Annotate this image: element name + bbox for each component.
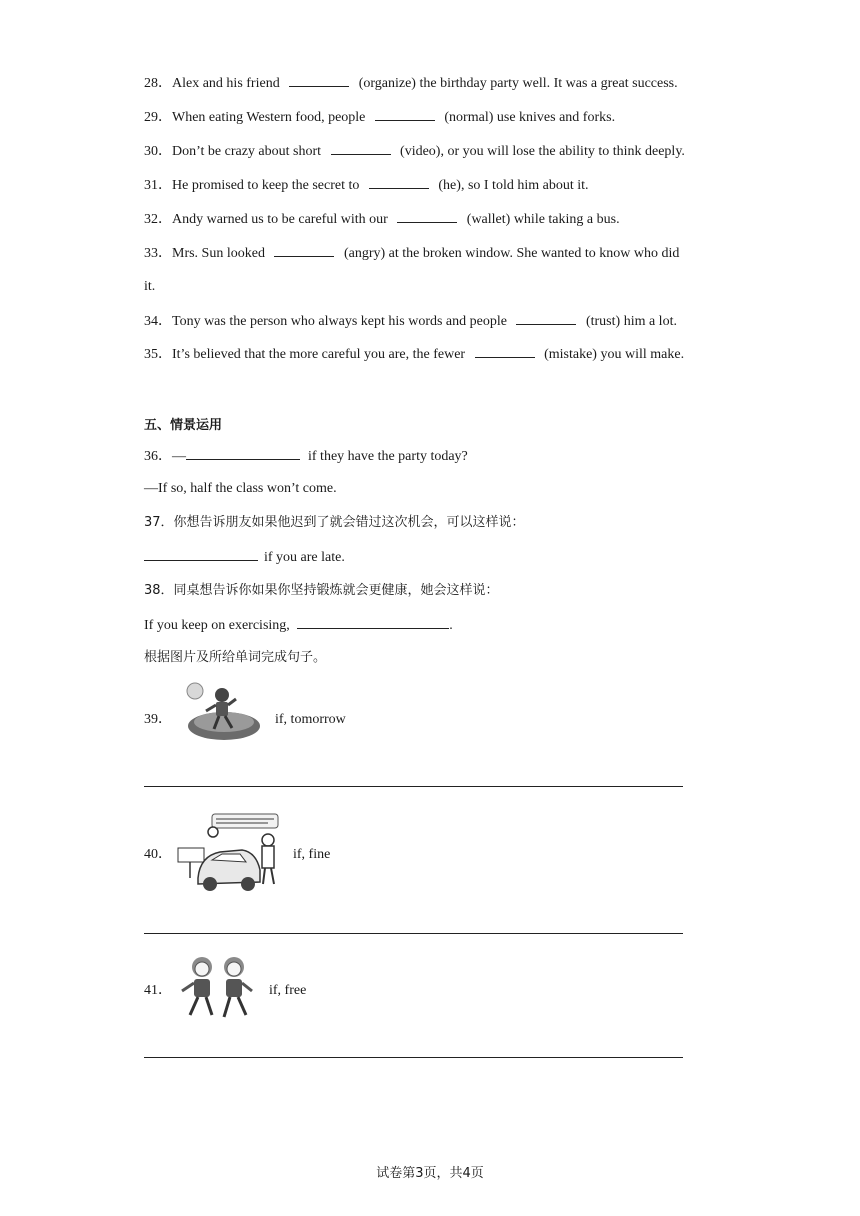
question-number: 35．: [144, 347, 172, 362]
word-hint: (organize): [358, 76, 416, 91]
boy-playing-ball-icon: [184, 681, 262, 745]
question-number: 31．: [144, 178, 172, 193]
word-hint: (trust): [585, 314, 621, 329]
question-number: 33．: [144, 246, 172, 261]
question-37-prompt: 37．你想告诉朋友如果他迟到了就会错过这次机会，可以这样说：: [144, 515, 525, 530]
question-39-words: if, tomorrow: [275, 712, 346, 727]
two-kids-running-icon: [176, 953, 258, 1027]
question-29: 29．When eating Western food, people (normal) use knives and forks.: [144, 110, 616, 125]
question-33-continuation: it.: [144, 279, 156, 294]
question-34: 34．Tony was the person who always kept his words and people (trust) him a lot.: [144, 314, 677, 329]
question-37-answer: if you are late.: [144, 548, 345, 567]
word-hint: (angry): [343, 246, 386, 261]
answer-blank[interactable]: [397, 210, 457, 223]
question-31: 31．He promised to keep the secret to (he), so I told him about it.: [144, 178, 589, 193]
word-hint: (he): [438, 178, 461, 193]
word-hint: (wallet): [466, 212, 511, 227]
question-38-prompt: 38．同桌想告诉你如果你坚持锻炼就会更健康，她会这样说：: [144, 583, 499, 598]
page-footer: 试卷第3页，共4页: [376, 1166, 484, 1181]
question-number: 28．: [144, 76, 172, 91]
question-35: 35．It’s believed that the more careful you are, the fewer (mistake) you will make.: [144, 347, 685, 362]
question-36-reply: —If so, half the class won’t come.: [144, 481, 337, 496]
question-30: 30．Don’t be crazy about short (video), or you will lose the ability to think deeply.: [144, 144, 685, 159]
answer-blank[interactable]: [369, 176, 429, 189]
answer-blank[interactable]: [475, 345, 535, 358]
answer-blank[interactable]: [144, 548, 258, 561]
answer-blank[interactable]: [289, 74, 349, 87]
question-39-number: 39．: [144, 712, 172, 727]
question-number: 29．: [144, 110, 172, 125]
answer-line-40[interactable]: [144, 933, 683, 934]
question-33: 33．Mrs. Sun looked (angry) at the broken window. She wanted to know who did: [144, 246, 680, 261]
answer-blank[interactable]: [274, 244, 334, 257]
section-heading: 五、情景运用: [144, 418, 223, 433]
question-40-words: if, fine: [293, 847, 331, 862]
question-41-number: 41．: [144, 983, 172, 998]
question-number: 30．: [144, 144, 172, 159]
word-hint: (video): [400, 144, 441, 159]
question-number: 32．: [144, 212, 172, 227]
answer-blank[interactable]: [516, 312, 576, 325]
answer-blank[interactable]: [375, 108, 435, 121]
word-hint: (mistake): [544, 347, 597, 362]
question-32: 32．Andy warned us to be careful with our (wallet) while taking a bus.: [144, 212, 620, 227]
question-38-answer: If you keep on exercising, .: [144, 618, 453, 633]
question-40-number: 40．: [144, 847, 172, 862]
word-hint: (normal): [444, 110, 494, 125]
question-41-words: if, free: [269, 983, 307, 998]
question-36: 36．— if they have the party today?: [144, 449, 468, 464]
answer-blank[interactable]: [186, 447, 300, 460]
question-28: 28．Alex and his friend (organize) the birthday party well. It was a great success.: [144, 76, 678, 91]
car-and-policeman-icon: [176, 812, 286, 896]
answer-blank[interactable]: [331, 142, 391, 155]
answer-line-41[interactable]: [144, 1057, 683, 1058]
question-number: 34．: [144, 314, 172, 329]
answer-blank[interactable]: [297, 616, 449, 629]
picture-instruction: 根据图片及所给单词完成句子。: [144, 650, 327, 665]
answer-line-39[interactable]: [144, 786, 683, 787]
